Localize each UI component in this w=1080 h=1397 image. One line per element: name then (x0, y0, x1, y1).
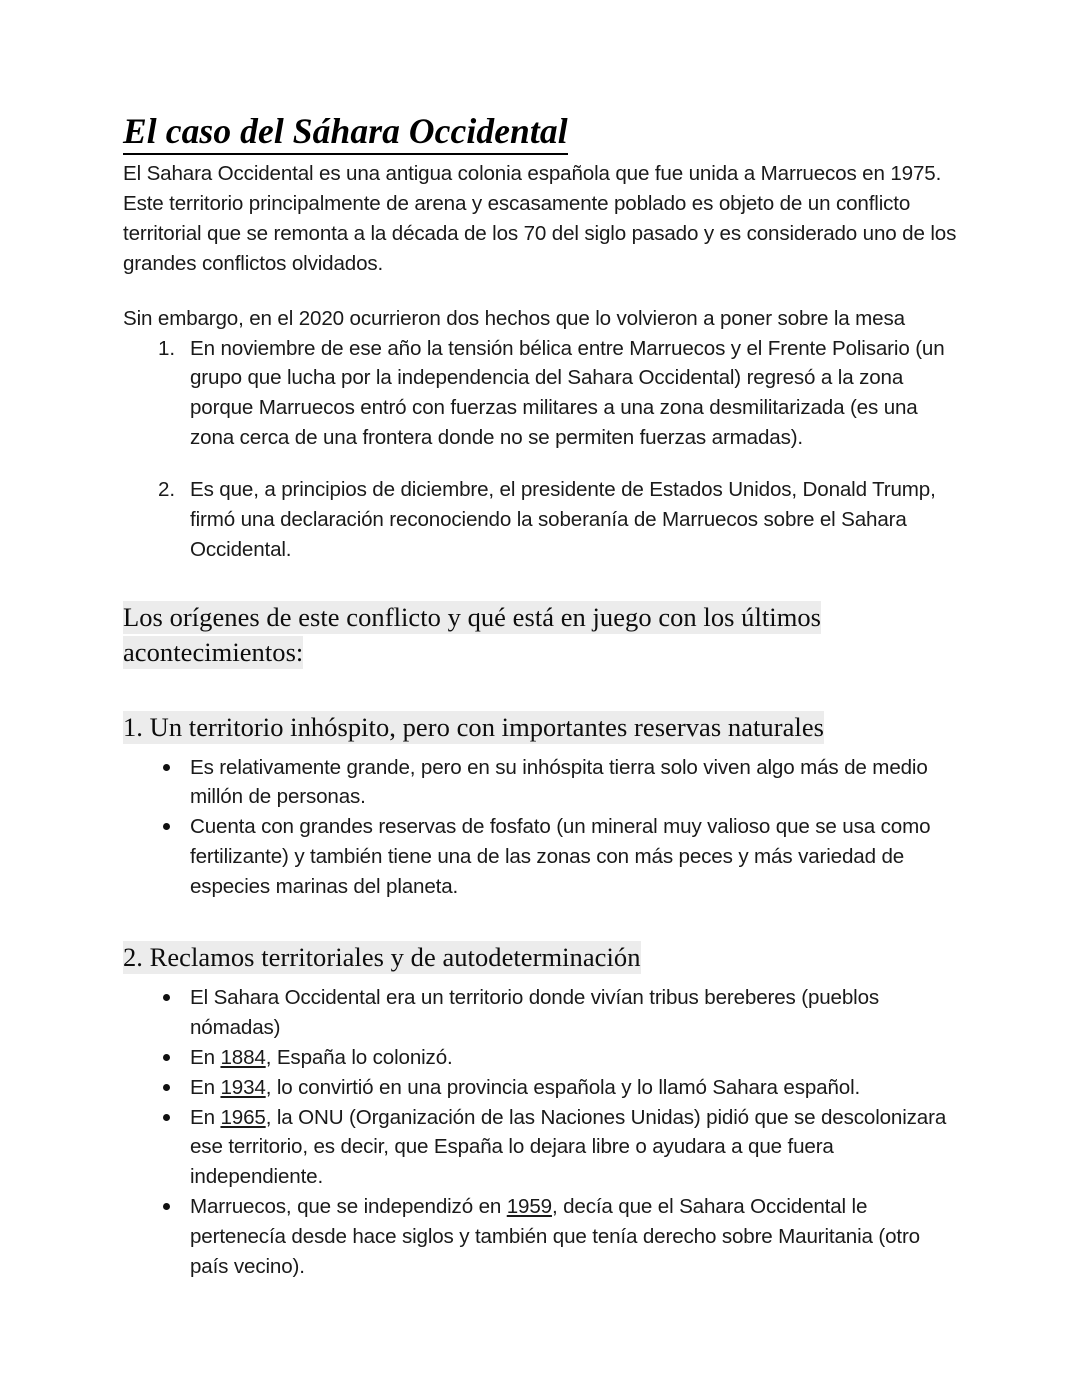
bullet-text-after: , decía que el Sahara Occidental le pertenecía desde hace siglos y también que tenía derecho sobre Mauritania (otro país vecino). (190, 1195, 920, 1279)
date-underlined: 1884 (220, 1045, 266, 1069)
bullet-text-before: En (190, 1045, 221, 1069)
page-title (123, 112, 963, 155)
date-underlined: 1934 (220, 1075, 266, 1099)
bullet-text-before: En (190, 1075, 221, 1099)
bullet-text-before: Marruecos, que se independizó en (190, 1195, 507, 1219)
heading-origins-text: Los orígenes de este conflicto y qué está en juego con los últimos acontecimientos: (123, 602, 822, 667)
list-item: En noviembre de ese año la tensión bélica entre Marruecos y el Frente Polisario (un grupo que lucha por la independencia del Sahara Occidental) regresó a la zona porque Marruecos entró con fuerzas militares a una zona desmilitarizada (es una zona cerca de una frontera donde no se permiten fuerzas armadas). (190, 336, 945, 450)
spacer (123, 745, 963, 753)
bullet-text-after: , la ONU (Organización de las Naciones Unidas) pidió que se descolonizara ese territorio, es decir, que España lo dejara libre o ayudara a que fuera independiente. (190, 1105, 947, 1189)
section-2-bullet-list (123, 983, 963, 1283)
bullet-text-before: En (190, 1105, 221, 1129)
heading-section-1 (123, 710, 963, 744)
bullet-text-after: , lo convirtió en una provincia española y lo llamó Sahara español. (265, 1075, 861, 1099)
section-1-bullet-list (123, 753, 963, 903)
list-item (190, 983, 963, 1043)
page-title-text: El caso del Sáhara Occidental (123, 112, 568, 155)
intro-paragraph-1: El Sahara Occidental es una antigua colonia española que fue unida a Marruecos en 1975. Este territorio principalmente de arena y escasamente poblado es objeto de un conflicto territorial que se remonta a la década de los 70 del siglo pasado y es considerado uno de los grandes conflictos olvidados. (123, 161, 957, 275)
list-item (190, 1043, 963, 1073)
list-item: Es relativamente grande, pero en su inhóspita tierra solo viven algo más de medio millón de personas. (190, 753, 963, 813)
spacer (123, 975, 963, 983)
bullet-text-before: El Sahara Occidental era un territorio donde vivían tribus bereberes (pueblos nómadas) (190, 985, 880, 1039)
list-item: Cuenta con grandes reservas de fosfato (un mineral muy valioso que se usa como fertilizante) y también tiene una de las zonas con más peces y más variedad de especies marinas del planeta. (190, 812, 963, 902)
list-item (190, 1073, 963, 1103)
numbered-list (123, 334, 963, 566)
document-content (123, 112, 963, 1282)
bullet-text-after: , España lo colonizó. (265, 1045, 453, 1069)
heading-section-1-text: 1. Un territorio inhóspito, pero con importantes reservas naturales (123, 712, 824, 743)
intro-paragraph-2: Sin embargo, en el 2020 ocurrieron dos hechos que lo volvieron a poner sobre la mesa (123, 306, 905, 330)
list-item (190, 1192, 963, 1282)
heading-origins (123, 600, 963, 669)
list-item (190, 1103, 963, 1193)
list-item: Es que, a principios de diciembre, el presidente de Estados Unidos, Donald Trump, firmó una declaración reconociendo la soberanía de Marruecos sobre el Sahara Occidental. (190, 478, 936, 562)
heading-section-2 (123, 940, 963, 974)
heading-section-2-text: 2. Reclamos territoriales y de autodeterminación (123, 942, 641, 973)
date-underlined: 1959 (506, 1195, 552, 1219)
date-underlined: 1965 (220, 1105, 266, 1129)
